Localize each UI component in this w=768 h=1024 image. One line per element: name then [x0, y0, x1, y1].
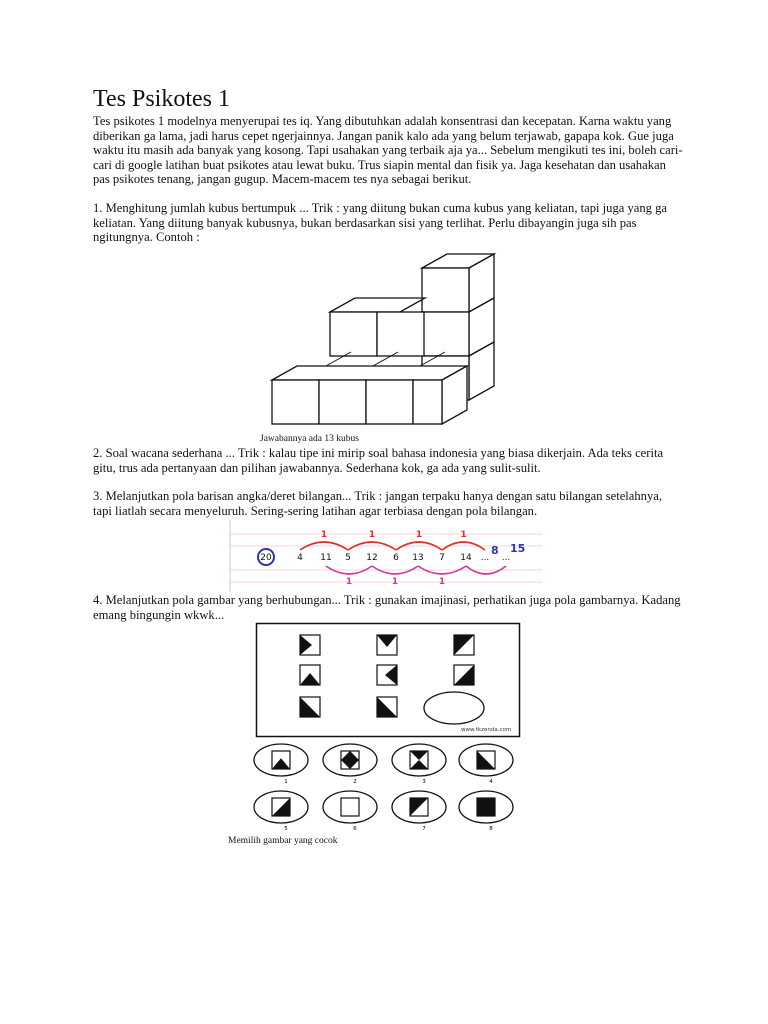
- option-glyph: [341, 751, 359, 769]
- cube-stack-figure: [270, 250, 500, 430]
- option-glyph: [410, 751, 428, 769]
- section-1-text: 1. Menghitung jumlah kubus bertumpuk ... Trik : yang diitung bukan cuma kubus yang keliatan, tapi juga yang ga keliatan. Yang diitung banyak kubusnya, bukan berdasarkan sisi yang terlihat. Perlu dibayangin juga sih pas ngitungnya. Contoh :: [93, 200, 667, 245]
- answer-blank-ellipse: [424, 692, 484, 724]
- option-number: 2: [353, 779, 357, 785]
- bottom-diff: 1: [438, 577, 446, 587]
- matrix-cell: [300, 697, 320, 717]
- top-diff: 1: [415, 530, 423, 540]
- option-glyph: [477, 798, 495, 816]
- option-number: 4: [489, 779, 493, 785]
- matrix-cell: [454, 635, 474, 655]
- matrix-cell: [454, 665, 474, 685]
- sequence-number: 11: [320, 553, 332, 563]
- sequence-number: ...: [480, 553, 490, 563]
- intro-paragraph: Tes psikotes 1 modelnya menyerupai tes iq. Yang dibutuhkan adalah konsentrasi dan kecepatan. Karna waktu yang diberikan ga lama, jadi harus cepet ngerjainnya. Jangan panik kalo ada yang belum terjawab, gapapa kok. Gue juga waktu itu masih ada banyak yang kosong. Tapi usahakan yang terbaik aja ya... Sebelum mengikuti tes ini, boleh cari-cari di google latihan buat psikotes atau lewat buku. Trus siapin mental dan fisik ya. Jaga kesehatan dan usahakan pas psikotes tenang, jangan gugup. Macem-macem tes nya sebagai berikut.: [93, 114, 683, 187]
- top-diff: 1: [460, 530, 467, 540]
- section-4-text: 4. Melanjutkan pola gambar yang berhubungan... Trik : gunakan imajinasi, perhatikan juga pola gambarnya. Kadang emang bingungin wkwk...: [93, 593, 681, 622]
- option-glyph: [341, 798, 359, 816]
- pattern-matrix-figure: [256, 623, 520, 737]
- option-number: 8: [489, 826, 493, 832]
- document-body: [93, 86, 683, 245]
- sequence-number: ...: [501, 553, 511, 563]
- number-sequence-figure: [230, 520, 542, 592]
- section-3-text: 3. Melanjutkan pola barisan angka/deret bilangan... Trik : jangan terpaku hanya dengan satu bilangan setelahnya, tapi liatlah secara menyeluruh. Sering-sering latihan agar terbiasa dengan pola bilangan.: [93, 489, 662, 518]
- section-2-text: 2. Soal wacana sederhana ... Trik : kalau tipe ini mirip soal bahasa indonesia yang biasa dikerjain. Ada teks cerita gitu, trus ada pertanyaan dan pilihan jawabannya. Sederhana kok, ga ada yang sulit-sulit.: [93, 446, 664, 475]
- option-glyph: [477, 751, 495, 769]
- option-number: 1: [284, 779, 288, 785]
- watermark: www.tkzenda.com: [461, 727, 512, 733]
- matrix-cell: [300, 635, 320, 655]
- top-diff: 1: [368, 530, 376, 540]
- sequence-number: 4: [297, 553, 303, 563]
- matrix-cell: [377, 665, 397, 685]
- matrix-cell: [377, 635, 397, 655]
- sequence-number: 13: [412, 553, 424, 563]
- option-glyph: [410, 798, 428, 816]
- matrix-cell: [377, 697, 397, 717]
- option-number: 6: [353, 826, 357, 832]
- answer-1: 8: [491, 544, 499, 557]
- top-diff: 1: [320, 530, 328, 540]
- answer-2: 15: [510, 542, 526, 555]
- matrix-cell: [300, 665, 320, 685]
- option-number: 7: [422, 826, 426, 832]
- option-glyph: [272, 798, 290, 816]
- sequence-number: 7: [439, 553, 445, 563]
- option-number: 3: [422, 779, 426, 785]
- answer-options-figure: [256, 740, 520, 835]
- cube-caption: Jawabannya ada 13 kubus: [260, 434, 359, 444]
- pattern-caption: Memilih gambar yang cocok: [228, 836, 338, 846]
- page-title: Tes Psikotes 1: [93, 86, 230, 112]
- option-number: 5: [284, 826, 288, 832]
- bottom-diff: 1: [391, 577, 399, 587]
- option-glyph: [272, 751, 290, 769]
- circled-number: 20: [260, 553, 272, 563]
- sequence-number: 5: [345, 553, 351, 563]
- sequence-number: 6: [393, 553, 399, 563]
- sequence-number: 14: [460, 553, 472, 563]
- bottom-diff: 1: [345, 577, 353, 587]
- sequence-number: 12: [366, 553, 378, 563]
